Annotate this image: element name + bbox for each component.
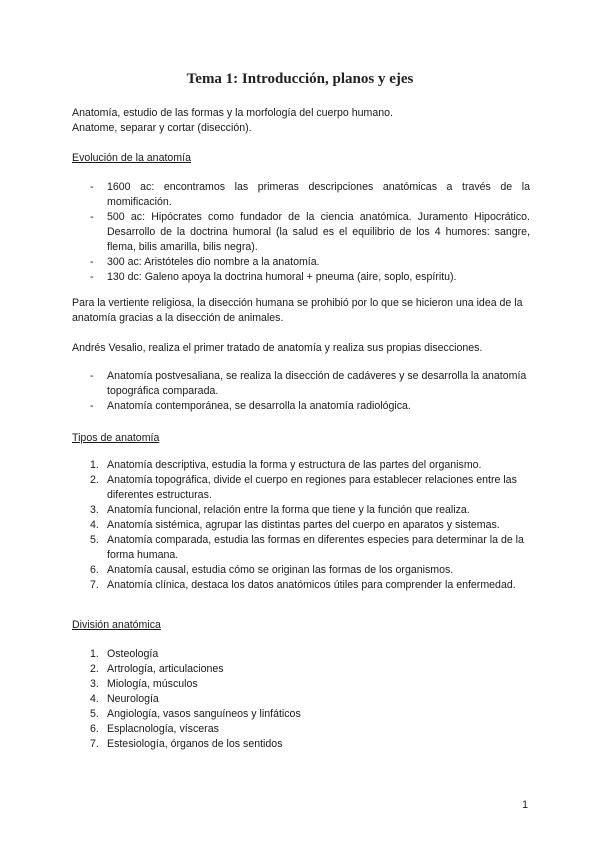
- section-heading-text: Evolución de la anatomía: [72, 152, 191, 164]
- list-item-text: Anatomía funcional, relación entre la forma que tiene y la función que realiza.: [107, 504, 470, 516]
- section-heading-tipos: [72, 431, 530, 446]
- page-number: 1: [522, 799, 528, 811]
- list-item: [90, 662, 530, 677]
- section-heading-division: [72, 618, 530, 633]
- list-marker: -: [90, 370, 94, 382]
- list-item-text: Anatomía topográfica, divide el cuerpo en regiones para establecer relaciones entre las diferentes estructuras.: [107, 474, 517, 501]
- list-marker: 1.: [90, 459, 99, 471]
- list-marker: -: [90, 256, 94, 268]
- list-item: [90, 270, 530, 285]
- list-marker: 3.: [90, 504, 99, 516]
- section-heading-evolucion: [72, 151, 530, 166]
- list-item: [90, 533, 530, 563]
- list-item: [90, 578, 530, 593]
- paragraph-religion: Para la vertiente religiosa, la disección humana se prohibió por lo que se hicieron una idea de la anatomía gracias a la disección de animales.: [72, 297, 523, 324]
- page-title: Tema 1: Introducción, planos y ejes: [186, 71, 414, 87]
- evolucion-list: [90, 180, 530, 285]
- list-marker: 6.: [90, 564, 99, 576]
- list-item: [90, 563, 530, 578]
- list-item: [90, 369, 530, 399]
- list-item-text: Anatomía sistémica, agrupar las distintas partes del cuerpo en aparatos y sistemas.: [107, 519, 500, 531]
- list-item-text: Anatomía descriptiva, estudia la forma y estructura de las partes del organismo.: [107, 459, 482, 471]
- paragraph-vesalio: Andrés Vesalio, realiza el primer tratado de anatomía y realiza sus propias disecciones.: [72, 342, 483, 354]
- list-item-text: 1600 ac: encontramos las primeras descripciones anatómicas a través de la momificación.: [107, 181, 530, 208]
- list-item-text: Anatomía clínica, destaca los datos anatómicos útiles para comprender la enfermedad.: [107, 579, 516, 591]
- list-item: [90, 458, 530, 473]
- list-marker: -: [90, 211, 94, 223]
- vesalio-list: [90, 369, 530, 414]
- intro-line: Anatomía, estudio de las formas y la morfología del cuerpo humano.: [72, 107, 393, 119]
- list-item: [90, 210, 530, 255]
- list-marker: 5.: [90, 708, 99, 720]
- list-item-text: Neurología: [107, 693, 159, 705]
- tipos-list: [90, 458, 530, 593]
- list-item: [90, 722, 530, 737]
- list-item: [90, 473, 530, 503]
- list-item: [90, 677, 530, 692]
- list-marker: 7.: [90, 579, 99, 591]
- list-item: [90, 180, 530, 210]
- list-marker: 3.: [90, 678, 99, 690]
- list-item: [90, 503, 530, 518]
- list-marker: -: [90, 271, 94, 283]
- list-item-text: Artrología, articulaciones: [107, 663, 224, 675]
- list-marker: 6.: [90, 723, 99, 735]
- list-marker: 4.: [90, 693, 99, 705]
- list-item: [90, 518, 530, 533]
- list-item-text: Osteología: [107, 648, 159, 660]
- list-item-text: Anatomía postvesaliana, se realiza la disección de cadáveres y se desarrolla la anatomía topográfica comparada.: [107, 370, 527, 397]
- section-heading-text: Tipos de anatomía: [72, 432, 160, 444]
- list-marker: 7.: [90, 738, 99, 750]
- list-item: [90, 707, 530, 722]
- list-marker: 2.: [90, 474, 99, 486]
- list-marker: -: [90, 181, 94, 193]
- list-item-text: Anatomía comparada, estudia las formas en diferentes especies para determinar la de la forma humana.: [107, 534, 524, 561]
- intro-line: Anatome, separar y cortar (disección).: [72, 122, 252, 134]
- division-list: [90, 647, 530, 752]
- list-item: [90, 692, 530, 707]
- list-marker: 4.: [90, 519, 99, 531]
- list-item: [90, 737, 530, 752]
- list-marker: 2.: [90, 663, 99, 675]
- section-heading-text: División anatómica: [72, 619, 161, 631]
- list-item-text: 130 dc: Galeno apoya la doctrina humoral + pneuma (aire, soplo, espíritu).: [107, 271, 457, 283]
- list-item: [90, 255, 530, 270]
- list-item-text: Miología, músculos: [107, 678, 198, 690]
- list-marker: 5.: [90, 534, 99, 546]
- list-item-text: Esplacnología, vísceras: [107, 723, 219, 735]
- list-item-text: 300 ac: Aristóteles dio nombre a la anatomía.: [107, 256, 320, 268]
- list-item-text: 500 ac: Hipócrates como fundador de la ciencia anatómica. Juramento Hipocrático. Desarrollo de la doctrina humoral (la salud es el equilibrio de los 4 humores: sangre, flema, bilis amarilla, bilis negra).: [107, 211, 530, 253]
- list-marker: 1.: [90, 648, 99, 660]
- list-item-text: Anatomía causal, estudia cómo se originan las formas de los organismos.: [107, 564, 454, 576]
- list-marker: -: [90, 400, 94, 412]
- list-item-text: Estesiología, órganos de los sentidos: [107, 738, 283, 750]
- list-item-text: Angiología, vasos sanguíneos y linfáticos: [107, 708, 301, 720]
- list-item: [90, 399, 530, 414]
- intro-block: [72, 106, 530, 136]
- list-item: [90, 647, 530, 662]
- list-item-text: Anatomía contemporánea, se desarrolla la anatomía radiológica.: [107, 400, 411, 412]
